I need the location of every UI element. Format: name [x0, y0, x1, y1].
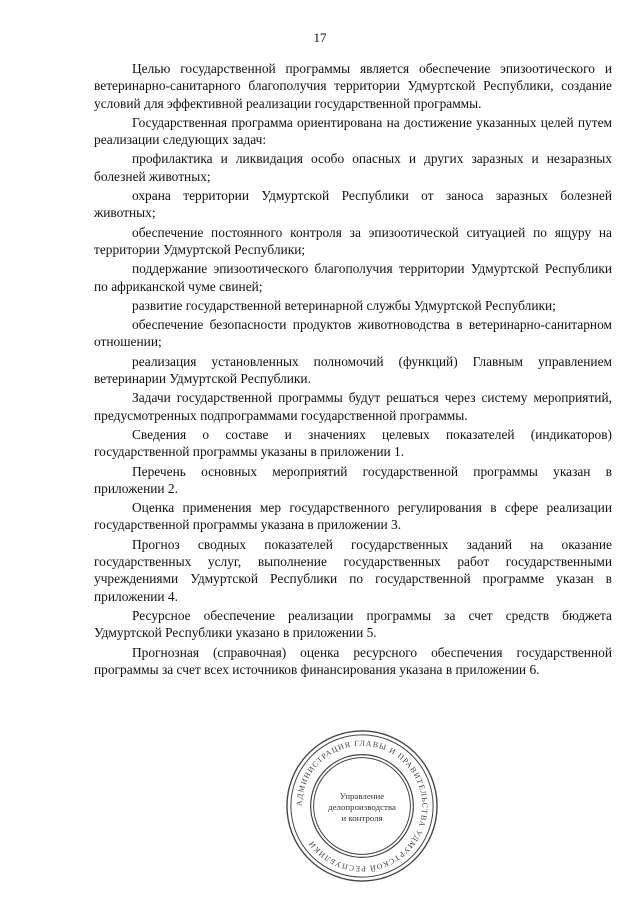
official-stamp: [283, 727, 441, 885]
stamp-center-line: делопроизводства: [328, 801, 396, 812]
paragraph: обеспечение безопасности продуктов животноводства в ветеринарно-санитарном отношении;: [94, 317, 612, 350]
paragraph: Прогноз сводных показателей государственных заданий на оказание государственных услуг, выполнение государственных работ государственными учреждениями Удмуртской Республики по государственной программе указан в приложении 4.: [94, 536, 612, 604]
paragraph: поддержание эпизоотического благополучия территории Удмуртской Республики по африканской чуме свиней;: [94, 261, 612, 294]
stamp-ring-text: АДМИНИСТРАЦИЯ ГЛАВЫ И ПРАВИТЕЛЬСТВА УДМУРТСКОЙ РЕСПУБЛИКИ: [294, 738, 430, 874]
page-number: 17: [313, 30, 327, 45]
paragraph: охрана территории Удмуртской Республики от заноса заразных болезней животных;: [94, 188, 612, 221]
paragraph: Перечень основных мероприятий государственной программы указан в приложении 2.: [94, 463, 612, 496]
paragraph: Прогнозная (справочная) оценка ресурсного обеспечения государственной программы за счет всех источников финансирования указана в приложении 6.: [94, 644, 612, 677]
paragraph: реализация установленных полномочий (функций) Главным управлением ветеринарии Удмуртской Республики.: [94, 353, 612, 387]
paragraph: Задачи государственной программы будут решаться через систему мероприятий, предусмотренных подпрограммами государственной программы.: [94, 390, 612, 423]
paragraph: обеспечение постоянного контроля за эпизоотической ситуацией по ящуру на территории Удмуртской Республики;: [94, 224, 612, 257]
paragraph: профилактика и ликвидация особо опасных и других заразных и незаразных болезней животных;: [94, 151, 612, 184]
paragraph: Ресурсное обеспечение реализации программы за счет средств бюджета Удмуртской Республики указано в приложении 5.: [94, 607, 612, 641]
paragraph: Сведения о составе и значениях целевых показателей (индикаторов) государственной программы указаны в приложении 1.: [94, 426, 612, 460]
paragraph: Оценка применения мер государственного регулирования в сфере реализации государственной программы указана в приложении 3.: [94, 500, 612, 533]
paragraph: Целью государственной программы является обеспечение эпизоотического и ветеринарно-санитарного благополучия территории Удмуртской Республики, создание условий для эффективной реализации государственной программы.: [94, 61, 612, 111]
paragraph: Государственная программа ориентирована на достижение указанных целей путем реализации следующих задач:: [94, 114, 612, 148]
paragraph: развитие государственной ветеринарной службы Удмуртской Республики;: [132, 297, 556, 313]
stamp-center-line: и контроля: [341, 812, 383, 823]
document-body: [94, 60, 612, 680]
stamp-center-line: Управление: [339, 791, 385, 802]
